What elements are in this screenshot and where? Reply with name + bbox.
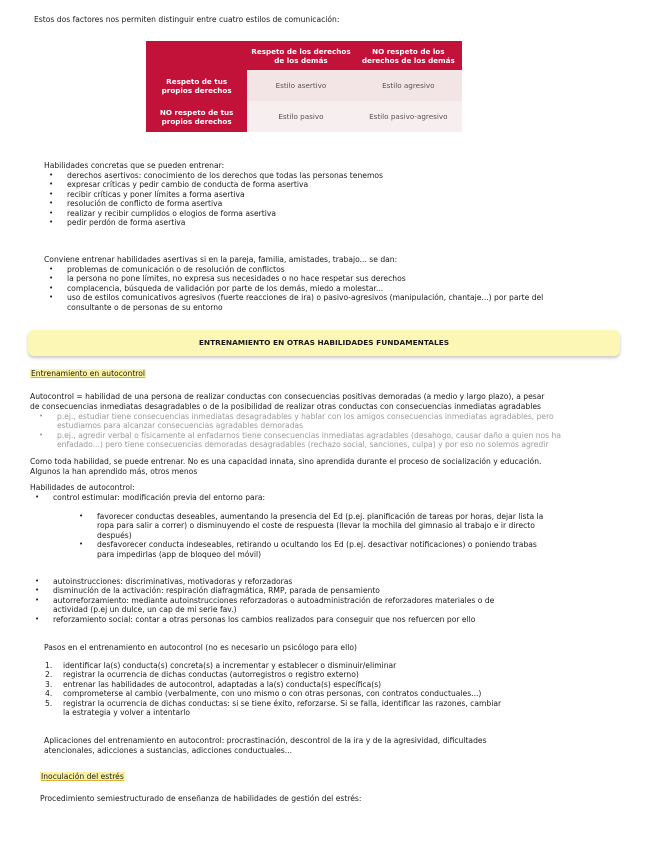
list-item-line: estudiamos para alcanzar consecuencias agradables demoradas (57, 421, 304, 431)
list-item (30, 596, 494, 615)
list-item (40, 661, 501, 670)
step-text: comprometerse al cambio (verbalmente, con uno mismo o con otras personas, con contratos conductuales...) (63, 689, 482, 699)
steps-list (40, 661, 501, 717)
list-item (34, 431, 561, 450)
ac-skills-list (30, 493, 265, 502)
list-item: • derechos asertivos: conocimiento de los derechos que todas las personas tenemos (44, 171, 383, 180)
step-text: la estrategia y volver a intentarlo (63, 708, 191, 718)
list-item: • la persona no pone límites, no expresa sus necesidades o no hace respetar sus derechos (44, 274, 543, 283)
section-banner: ENTRENAMIENTO EN OTRAS HABILIDADES FUNDAMENTALES (28, 330, 620, 356)
step-text: registrar la ocurrencia de dichas conductas: si se tiene éxito, reforzarse. Si se falla, identificar las razones, cambiar (63, 698, 502, 708)
skills-list (44, 171, 383, 227)
stress-definition: Procedimiento semiestructurado de enseñanza de habilidades de gestión del estrés: (40, 794, 362, 803)
list-item: • complacencia, búsqueda de validación por parte de los demás, miedo a molestar... (44, 284, 543, 293)
list-item: • realizar y recibir cumplidos o elogios de forma asertiva (44, 209, 383, 218)
example-list (34, 412, 561, 450)
step-text: identificar la(s) conducta(s) concreta(s) a incrementar y establecer o disminuir/eliminar (63, 661, 397, 670)
list-item-line: para impedirlas (app de bloqueo del móvil) (97, 549, 262, 559)
stimulus-control-list (74, 512, 543, 559)
step-number: 3. (45, 679, 53, 689)
definition-line: Autocontrol = habilidad de una persona de realizar conductas con consecuencias positivas demoradas (a medio y largo plazo), a pesar (30, 392, 545, 401)
applications-line: Aplicaciones del entrenamiento en autocontrol: procrastinación, descontrol de la ira y de la agresividad, dificultades (44, 736, 487, 745)
ac-skills-list-more (30, 577, 494, 624)
definition-line: de consecuencias inmediatas desagradables o de la posibilidad de realizar otras conductas con consecuencias inmediatas agradables (30, 402, 541, 411)
step-number: 1. (45, 661, 53, 670)
list-item-line: autorreforzamiento: mediante autoinstrucciones reforzadoras o autoadministración de reforzadores materiales o de (53, 595, 495, 605)
table-cell-assertive: Estilo asertivo (247, 70, 354, 101)
list-item-line: después) (97, 530, 132, 540)
table-row-header-no-respect-own: NO respeto de tus propios derechos (146, 101, 247, 132)
table-cell-passive-aggressive: Estilo pasivo-agresivo (355, 101, 462, 132)
applications-line: atencionales, adicciones a sustancias, adicciones conductuales... (44, 746, 292, 755)
step-number: 2. (45, 670, 53, 680)
autocontrol-heading (30, 369, 146, 378)
communication-styles-table (146, 41, 462, 132)
table-header-respect-others: Respeto de los derechos de los demás (247, 41, 354, 70)
list-item-line: favorecer conductas deseables, aumentando la presencia del Ed (p.ej. planificación de tareas por horas, dejar lista la (97, 512, 544, 521)
stress-heading (40, 772, 125, 781)
step-number: 5. (45, 698, 53, 708)
list-item: • resolución de conflicto de forma asertiva (44, 199, 383, 208)
list-item: • recibir críticas y poner límites a forma asertiva (44, 190, 383, 199)
step-text: registrar la ocurrencia de dichas conductas (autorregistros o registro externo) (63, 670, 359, 680)
skills-intro: Habilidades concretas que se pueden entrenar: (44, 161, 225, 170)
list-item: • disminución de la activación: respiración diafragmática, RMP, parada de pensamiento (30, 586, 494, 595)
learned-line: Como toda habilidad, se puede entrenar. No es una capacidad innata, sino aprendida durante el proceso de socialización y educación. (30, 457, 542, 466)
convenient-list (44, 265, 543, 312)
list-item (40, 670, 501, 679)
list-item-line: enfadado...) pero tiene consecuencias demoradas desagradables (rechazo social, sanciones, culpa) y por eso no solemos agredir (57, 440, 549, 450)
list-item (40, 689, 501, 698)
heading-text: Entrenamiento en autocontrol (31, 369, 146, 378)
list-item-line: ropa para salir a correr) o disminuyendo el coste de respuesta (llevar la mochila del gimnasio al trabajo e ir directo (97, 521, 535, 531)
step-text: entrenar las habilidades de autocontrol, adaptadas a la(s) conducta(s) específica(s) (63, 679, 382, 689)
convenient-intro: Conviene entrenar habilidades asertivas si en la pareja, familia, amistades, trabajo... se dan: (44, 255, 398, 264)
list-item (74, 512, 543, 540)
table-header-no-respect-others: NO respeto de los derechos de los demás (355, 41, 462, 70)
learned-line: Algunos la han aprendido más, otros menos (30, 467, 198, 476)
table-row-header-respect-own: Respeto de tus propios derechos (146, 70, 247, 101)
list-item: • reforzamiento social: contar a otras personas los cambios realizados para conseguir que nos refuercen por ello (30, 615, 494, 624)
list-item-line: uso de estilos comunicativos agresivos (fuerte reacciones de ira) o pasivo-agresivos (manipulación, chantaje...) por parte del (67, 293, 544, 303)
table-cell-aggressive: Estilo agresivo (355, 70, 462, 101)
list-item: • expresar críticas y pedir cambio de conducta de forma asertiva (44, 180, 383, 189)
heading-text: Inoculación del estrés (41, 772, 124, 781)
list-item: • problemas de comunicación o de resolución de conflictos (44, 265, 543, 274)
steps-title: Pasos en el entrenamiento en autocontrol (no es necesario un psicólogo para ello) (44, 643, 357, 652)
list-item (44, 293, 543, 312)
table-cell-passive: Estilo pasivo (247, 101, 354, 132)
list-item-line: consultante o de personas de su entorno (67, 302, 223, 312)
list-item: • control estimular: modificación previa del entorno para: (30, 493, 265, 502)
list-item: • autoinstrucciones: discriminativas, motivadoras y reforzadoras (30, 577, 494, 586)
list-item-line: actividad (p.ej un dulce, un cap de mi serie fav.) (53, 605, 237, 615)
list-item (74, 540, 543, 559)
list-item (40, 680, 501, 689)
list-item-line: desfavorecer conducta indeseables, retirando u ocultando los Ed (p.ej. desactivar notificaciones) o poniendo trabas (97, 540, 537, 550)
intro-text: Estos dos factores nos permiten distinguir entre cuatro estilos de comunicación: (34, 15, 340, 24)
list-item (40, 699, 501, 718)
list-item (34, 412, 561, 431)
list-item-line: p.ej., estudiar tiene consecuencias inmediatas desagradables y hablar con los amigos consecuencias inmediatas agradables, pero (57, 412, 554, 421)
list-item: • pedir perdón de forma asertiva (44, 218, 383, 227)
ac-skills-title: Habilidades de autocontrol: (30, 483, 135, 492)
step-number: 4. (45, 689, 53, 699)
list-item-line: p.ej., agredir verbal o físicamente al enfadarnos tiene consecuencias inmediatas agradables (desahogo, causar daño a quien nos ha (57, 430, 561, 440)
table-corner (146, 41, 247, 70)
